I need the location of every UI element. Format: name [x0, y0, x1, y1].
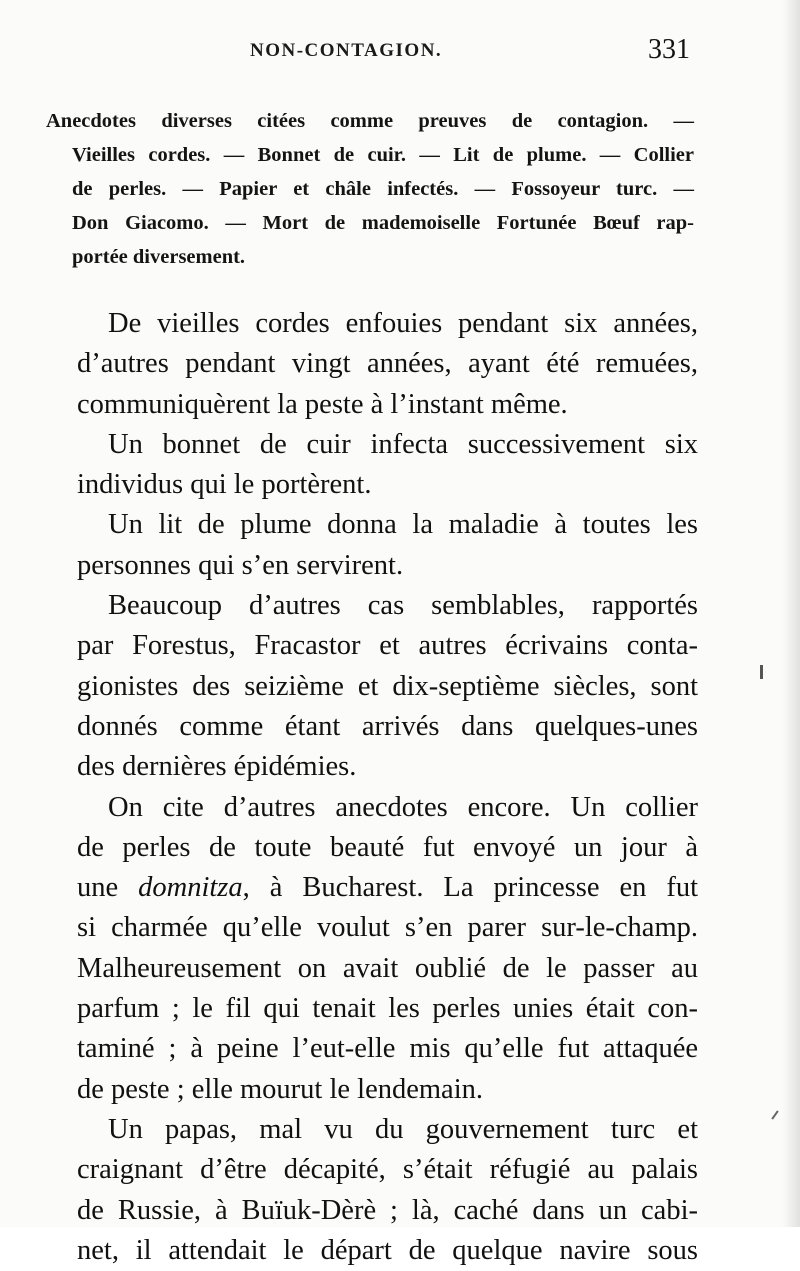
- text-fragment: , à Bucharest. La princesse en fut: [242, 872, 698, 904]
- text-line: Beaucoup d’autres cas semblables, rapportés: [108, 590, 698, 622]
- paragraph: [46, 788, 698, 1110]
- text-line: net, il attendait le départ de quelque navire sous: [77, 1234, 698, 1266]
- margin-mark: [771, 1110, 778, 1119]
- italic-word: domnitza: [138, 872, 243, 904]
- text-line: si charmée qu’elle voulut s’en parer sur-le-champ.: [77, 912, 698, 944]
- text-line: personnes qui s’en servirent.: [77, 549, 404, 581]
- summary-line: portée diversement.: [72, 246, 246, 268]
- text-line: par Forestus, Fracastor et autres écrivains conta-: [77, 630, 698, 662]
- summary-line: Don Giacomo. — Mort de mademoiselle Fortunée Bœuf rap-: [72, 212, 694, 234]
- text-fragment: une: [77, 872, 139, 904]
- text-line: craignant d’être décapité, s’était réfugié au palais: [77, 1154, 698, 1186]
- text-line: Un lit de plume donna la maladie à toutes les: [108, 509, 698, 541]
- margin-mark: [760, 665, 763, 679]
- text-line: parfum ; le fil qui tenait les perles unies était con-: [77, 993, 698, 1025]
- page-edge-shadow: [782, 0, 800, 1227]
- summary-line: de perles. — Papier et châle infectés. — Fossoyeur turc. —: [72, 178, 694, 200]
- text-line: gionistes des seizième et dix-septième siècles, sont: [77, 670, 698, 702]
- summary-line: Anecdotes diverses citées comme preuves de contagion. —: [46, 110, 694, 132]
- summary-line: Vieilles cordes. — Bonnet de cuir. — Lit de plume. — Collier: [72, 144, 694, 166]
- text-line: De vieilles cordes enfouies pendant six années,: [108, 308, 698, 339]
- text-line: des dernières épidémies.: [77, 751, 357, 783]
- text-line: taminé ; à peine l’eut-elle mis qu’elle fut attaquée: [77, 1033, 698, 1065]
- paragraph: [46, 304, 698, 425]
- page-number: 331: [648, 34, 690, 65]
- text-line: Malheureusement on avait oublié de le passer au: [77, 952, 698, 984]
- main-text: [46, 304, 698, 1271]
- text-line: de peste ; elle mourut le lendemain.: [77, 1073, 483, 1105]
- text-line: Un papas, mal vu du gouvernement turc et: [108, 1113, 698, 1145]
- text-line: de Russie, à Buïuk-Dèrè ; là, caché dans un cabi-: [77, 1194, 698, 1226]
- paragraph: [46, 425, 698, 506]
- text-line: Un bonnet de cuir infecta successivement six: [108, 428, 698, 460]
- paragraph: [46, 1110, 698, 1271]
- paragraph: [46, 505, 698, 586]
- text-line: donnés comme étant arrivés dans quelques-unes: [77, 710, 698, 742]
- paragraph: [46, 586, 698, 787]
- text-line: [46, 868, 698, 908]
- text-line: d’autres pendant vingt années, ayant été remuées,: [77, 348, 698, 380]
- text-line: de perles de toute beauté fut envoyé un jour à: [77, 831, 698, 863]
- chapter-summary: [46, 104, 694, 274]
- text-line: individus qui le portèrent.: [77, 469, 372, 501]
- text-line: On cite d’autres anecdotes encore. Un collier: [108, 791, 698, 823]
- running-title: NON-CONTAGION.: [250, 40, 443, 61]
- text-line: communiquèrent la peste à l’instant même.: [77, 388, 568, 420]
